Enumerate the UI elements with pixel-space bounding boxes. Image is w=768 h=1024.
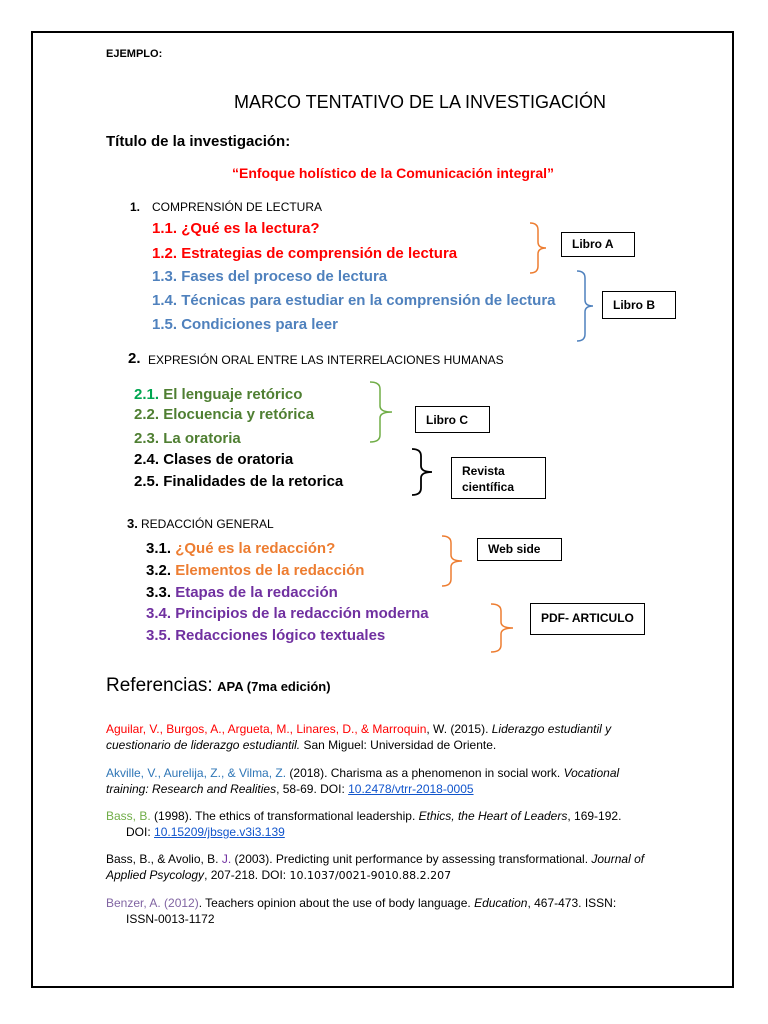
- section1-item: 1.2. Estrategias de comprensión de lectura: [152, 245, 458, 262]
- bracket-libro-a: [528, 222, 548, 274]
- bracket-revista: [410, 448, 434, 496]
- section1-item: 1.4. Técnicas para estudiar en la comprensión de lectura: [152, 292, 556, 309]
- research-title: “Enfoque holístico de la Comunicación integral”: [232, 165, 555, 181]
- bracket-libro-c: [368, 381, 394, 443]
- section1-item: 1.5. Condiciones para leer: [152, 316, 338, 333]
- source-box-libro-c: Libro C: [415, 406, 490, 433]
- section2-item: 2.1. El lenguaje retórico: [134, 386, 303, 403]
- source-box-libro-b: Libro B: [602, 291, 676, 319]
- section2-heading: EXPRESIÓN ORAL ENTRE LAS INTERRELACIONES HUMANAS: [148, 353, 504, 367]
- bracket-web-side: [440, 535, 464, 587]
- section3-item: 3.4. Principios de la redacción moderna: [146, 605, 429, 622]
- references-heading: Referencias: APA (7ma edición): [106, 675, 331, 696]
- doi-link[interactable]: 10.15209/jbsge.v3i3.139: [154, 825, 285, 839]
- reference-entry: Bass, B., & Avolio, B. J. (2003). Predicting unit performance by assessing transformational. Journal of Applied Psycology, 207-218. DOI: 10.1037/0021-9010.88.2.207: [106, 852, 645, 882]
- source-box-web-side: Web side: [477, 538, 562, 561]
- section1-heading: COMPRENSIÓN DE LECTURA: [152, 200, 323, 214]
- section1-item: 1.1. ¿Qué es la lectura?: [152, 220, 320, 237]
- source-box-pdf: PDF- ARTICULO: [530, 603, 645, 635]
- section2-heading-num: 2.: [128, 350, 141, 367]
- reference-entry: Benzer, A. (2012). Teachers opinion about the use of body language. Education, 467-473. ISSN: ISSN-0013-1172: [106, 896, 617, 926]
- section3-item: 3.1. ¿Qué es la redacción?: [146, 540, 336, 557]
- reference-entry: Bass, B. (1998). The ethics of transformational leadership. Ethics, the Heart of Leaders, 169-192. DOI: 10.15209/jbsge.v3i3.139: [106, 809, 622, 839]
- doi-link[interactable]: 10.2478/vtrr-2018-0005: [348, 782, 474, 796]
- section3-item: 3.3. Etapas de la redacción: [146, 584, 338, 601]
- section3-heading-num: 3.: [127, 516, 138, 531]
- source-box-revista: Revista científica: [451, 457, 546, 499]
- section2-item: 2.5. Finalidades de la retorica: [134, 473, 344, 490]
- source-box-libro-a: Libro A: [561, 232, 635, 257]
- section1-heading-num: 1.: [130, 200, 141, 214]
- section3-item: 3.5. Redacciones lógico textuales: [146, 627, 386, 644]
- section3-heading: REDACCIÓN GENERAL: [141, 517, 274, 531]
- research-title-label: Título de la investigación:: [106, 133, 291, 150]
- reference-entry: Akville, V., Aurelija, Z., & Vilma, Z. (2018). Charisma as a phenomenon in social work. Vocational training: Research and Realities, 58-69. DOI: 10.2478/vtrr-2018-0005: [106, 766, 620, 796]
- bracket-libro-b: [575, 270, 595, 342]
- bracket-pdf: [489, 603, 515, 653]
- section2-item: 2.3. La oratoria: [134, 430, 241, 447]
- reference-entry: Aguilar, V., Burgos, A., Argueta, M., Linares, D., & Marroquin, W. (2015). Liderazgo estudiantil y cuestionario de liderazgo estudiantil. San Miguel: Universidad de Oriente.: [106, 722, 612, 752]
- section2-item: 2.4. Clases de oratoria: [134, 451, 294, 468]
- main-title: MARCO TENTATIVO DE LA INVESTIGACIÓN: [234, 92, 607, 112]
- section1-item: 1.3. Fases del proceso de lectura: [152, 268, 388, 285]
- section2-item: 2.2. Elocuencia y retórica: [134, 406, 315, 423]
- example-label: EJEMPLO:: [106, 48, 163, 60]
- section3-item: 3.2. Elementos de la redacción: [146, 562, 365, 579]
